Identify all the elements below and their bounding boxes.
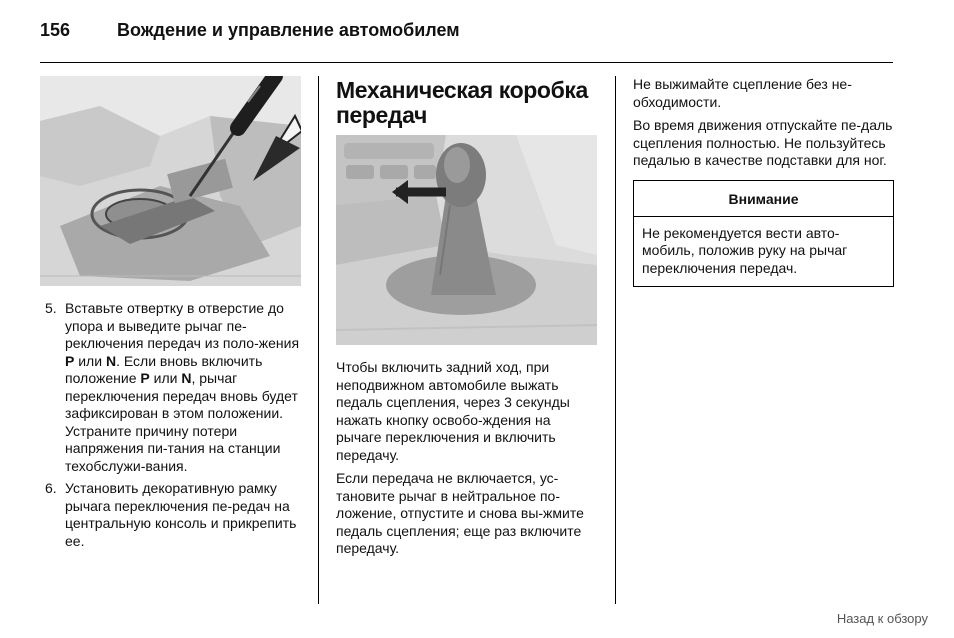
step-item xyxy=(40,480,302,550)
column-divider-2 xyxy=(615,76,616,604)
step-text: . Если вновь включить положение xyxy=(65,352,263,386)
page-number: 156 xyxy=(40,20,71,40)
step-number: 5. xyxy=(45,300,57,316)
column-divider-1 xyxy=(318,76,319,604)
gear-position-label: N xyxy=(181,370,192,386)
screwdriver-release-illustration xyxy=(40,76,301,286)
instruction-steps xyxy=(40,300,302,550)
chapter-title: Вождение и управление автомобилем xyxy=(117,20,460,40)
notice-text: Не рекомендуется вести авто-мобиль, положив руку на рычаг переключения передач. xyxy=(642,224,848,276)
gear-position-label: P xyxy=(65,352,75,369)
gear-position-label: P xyxy=(140,370,150,386)
gear-shift-illustration xyxy=(336,135,597,345)
step-text: , рычаг переключения передач вновь будет зафиксирован в этом положении. Устраните причину потери напряжения пи-тания на станции техобслужи-вания. xyxy=(65,370,298,474)
middle-column xyxy=(336,76,598,564)
warning-notice xyxy=(633,180,894,288)
header-rule xyxy=(40,62,893,63)
step-item xyxy=(40,300,302,475)
left-column xyxy=(40,76,302,555)
step-text: или xyxy=(149,370,182,386)
body-paragraph: Не выжимайте сцепление без не-обходимости. xyxy=(633,76,852,110)
section-title: Механическая коробка передач xyxy=(336,77,588,128)
right-column xyxy=(633,76,895,287)
notice-title: Внимание xyxy=(634,181,893,217)
back-to-overview-link[interactable]: Назад к обзору xyxy=(836,611,928,626)
body-paragraph: Во время движения отпускайте пе-даль сцепления полностью. Не пользуйтесь педалью в качестве подставки для ног. xyxy=(633,117,893,168)
gear-position-label: N xyxy=(105,352,117,369)
body-paragraph: Чтобы включить задний ход, при неподвижном автомобиле выжать педаль сцепления, через 3 секунды нажать кнопку освобо-ждения на рычаге переключения и включить передачу. xyxy=(336,359,570,463)
step-text: Установить декоративную рамку рычага переключения пе-редач на центральную консоль и прикрепить ее. xyxy=(65,480,297,549)
step-number: 6. xyxy=(45,480,57,496)
step-text: или xyxy=(74,352,106,369)
step-text: Вставьте отвертку в отверстие до упора и выведите рычаг пе-реключения передач из поло-жения xyxy=(65,300,300,351)
body-paragraph: Если передача не включается, ус-тановите рычаг в нейтральное по-ложение, отпустите и снова вы-жмите педаль сцепления; еще раз включите передачу. xyxy=(336,470,584,556)
